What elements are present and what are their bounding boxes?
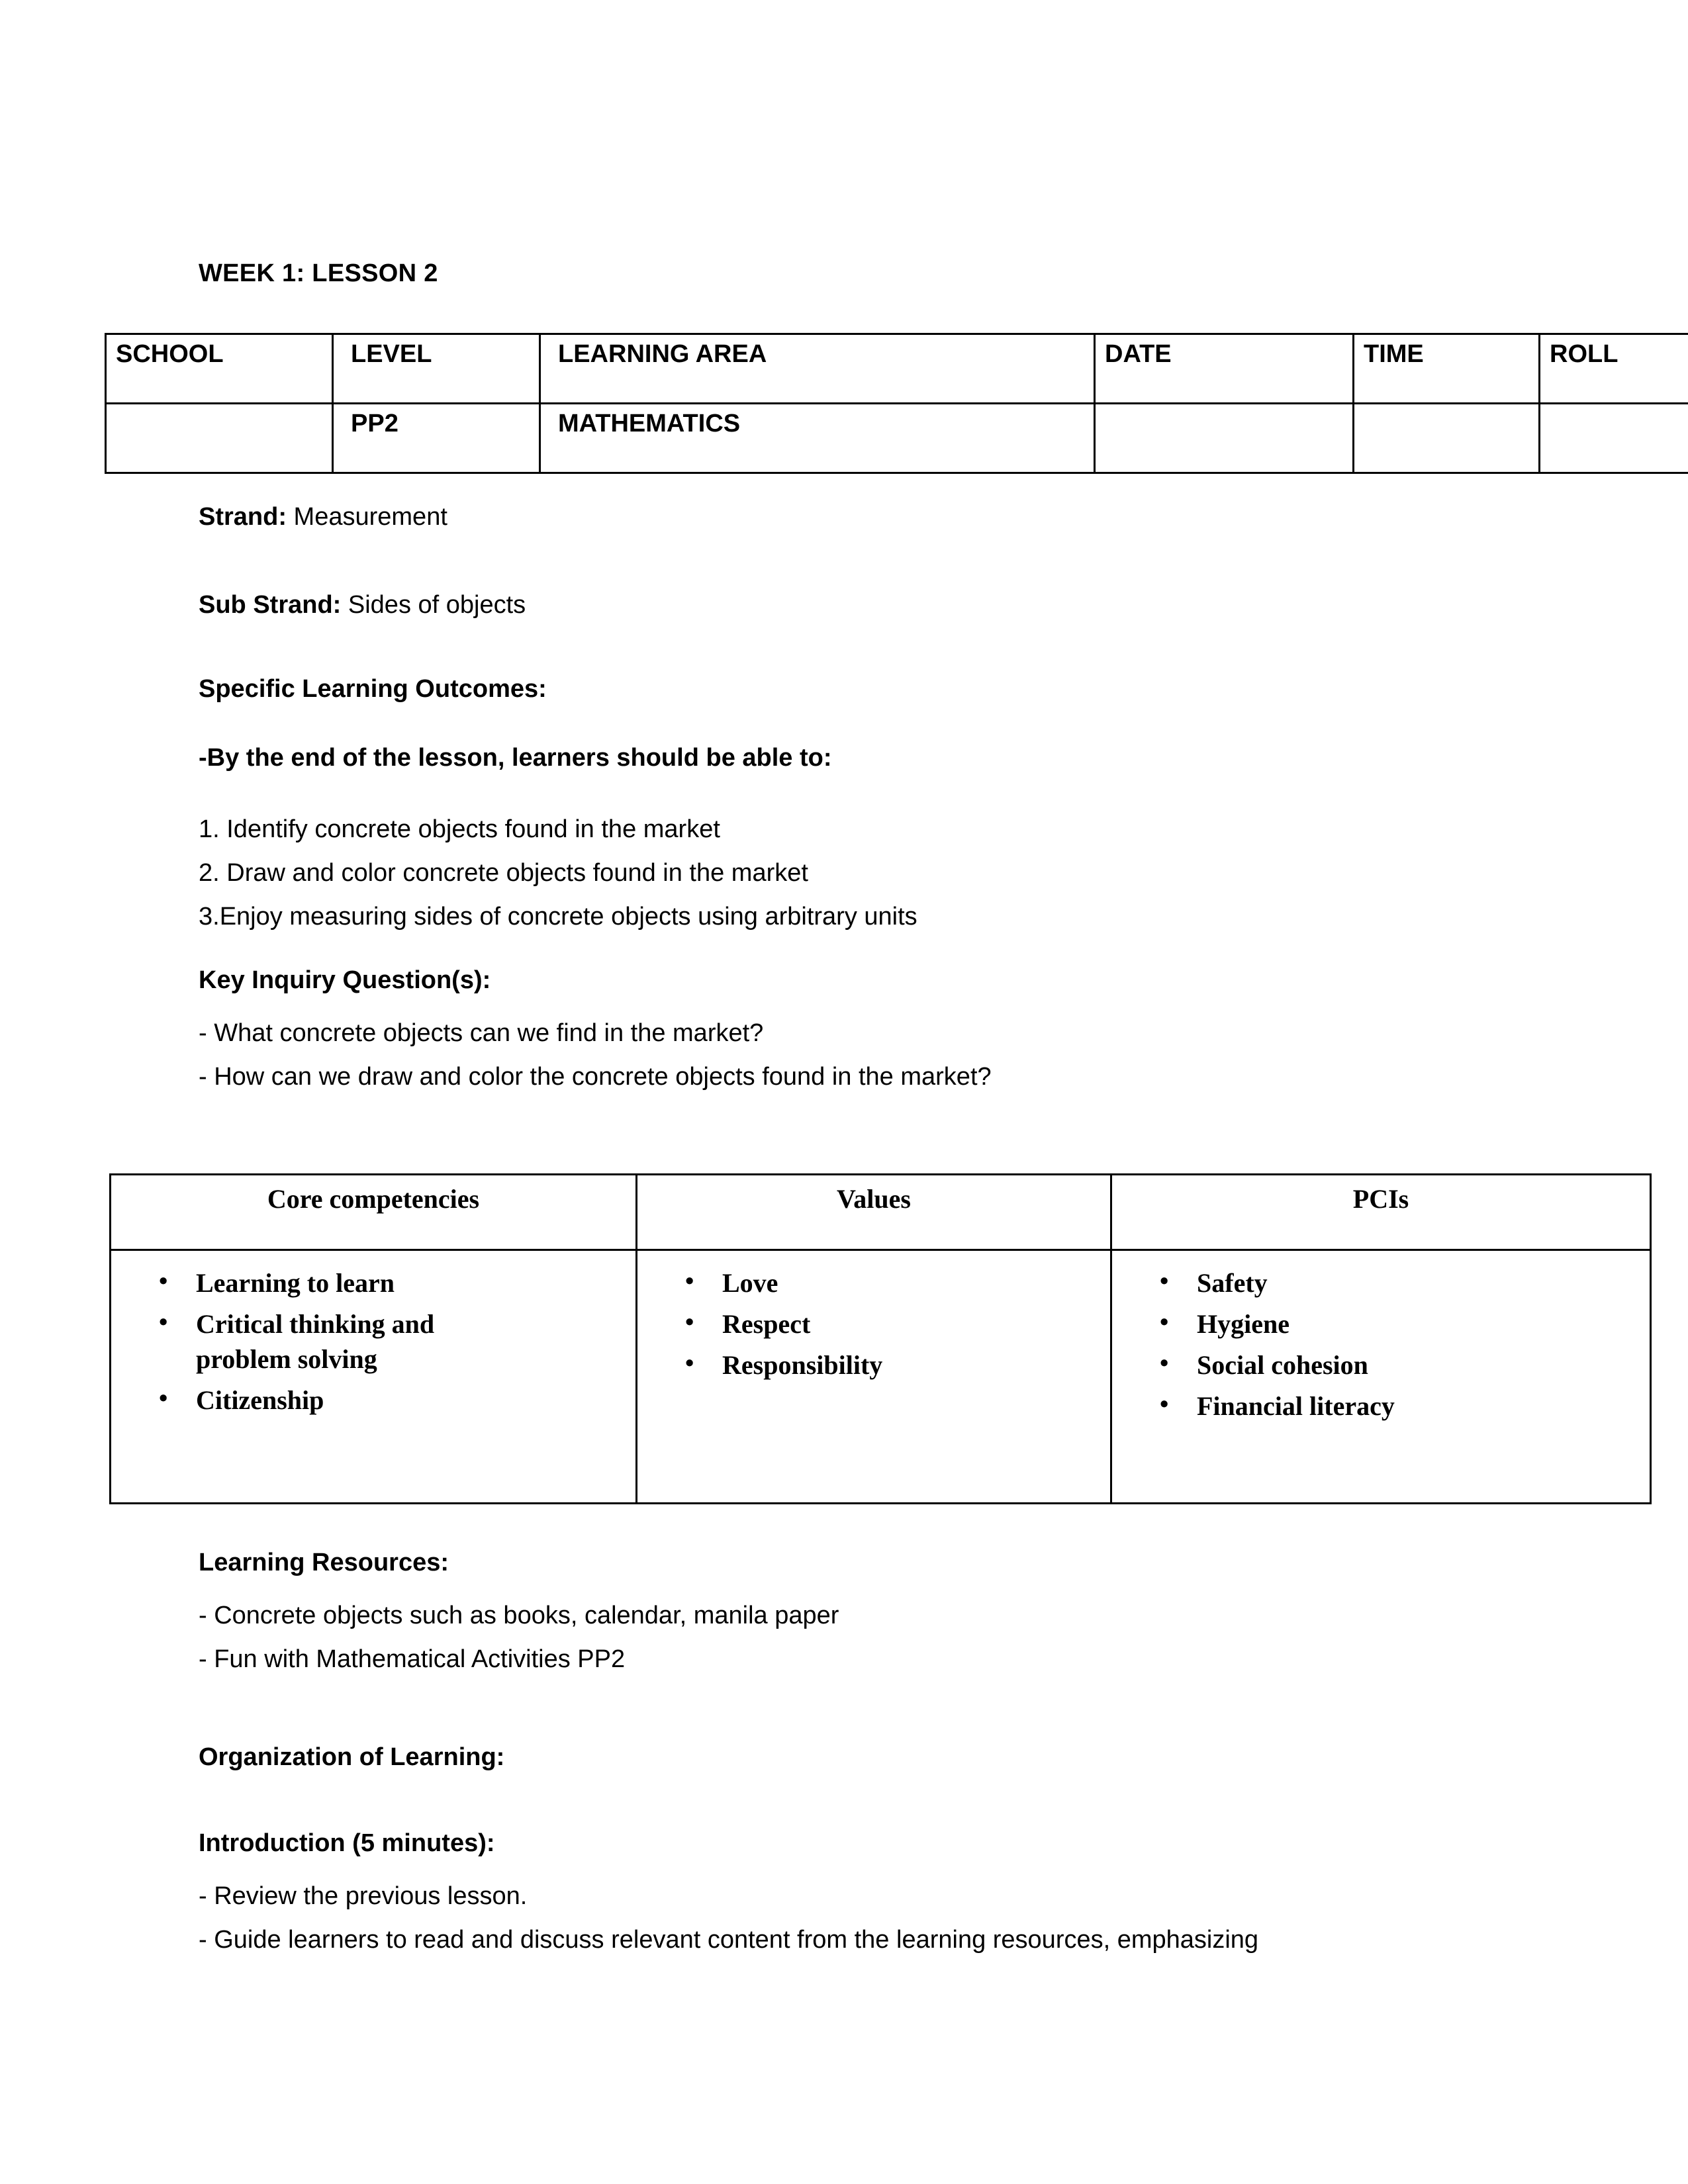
info-header-time: TIME [1354,334,1540,404]
comp-header-values: Values [637,1175,1111,1250]
comp-header-core-competencies: Core competencies [111,1175,637,1250]
list-item: - Concrete objects such as books, calendar, manila paper [199,1602,839,1629]
outcomes-subheading: -By the end of the lesson, learners should be able to: [199,744,832,772]
page-title: WEEK 1: LESSON 2 [199,259,438,287]
comp-header-pcis: PCIs [1111,1175,1651,1250]
pcis-list [1119,1265,1643,1424]
list-item: • Learning to learn [196,1265,481,1300]
info-value-date [1095,404,1354,473]
list-item: • Critical thinking and problem solving [196,1306,481,1377]
sub-strand-line [199,592,526,617]
sub-strand-value: Sides of objects [341,591,526,619]
list-item: • Safety [1197,1265,1481,1300]
core-competencies-list [118,1265,629,1418]
info-value-learning-area: MATHEMATICS [540,404,1095,473]
info-header-learning-area: LEARNING AREA [540,334,1095,404]
strand-value: Measurement [287,503,447,531]
comp-cell-core-competencies [111,1250,637,1504]
comp-cell-pcis [1111,1250,1651,1504]
info-header-level: LEVEL [333,334,540,404]
info-value-level: PP2 [333,404,540,473]
list-item: • Love [722,1265,1007,1300]
list-item: • Responsibility [722,1347,1007,1383]
list-item: - What concrete objects can we find in the market? [199,1019,764,1047]
list-item: 3.Enjoy measuring sides of concrete objects using arbitrary units [199,903,917,931]
values-list [644,1265,1103,1383]
list-item: - Fun with Mathematical Activities PP2 [199,1645,626,1673]
learning-resources-heading: Learning Resources: [199,1549,449,1576]
list-item: 1. Identify concrete objects found in the market [199,815,720,843]
info-header-school: SCHOOL [106,334,333,404]
table-row-headers [106,334,1688,404]
learning-resources-list [199,1594,839,1681]
info-value-roll [1540,404,1688,473]
outcomes-list [199,807,917,938]
info-header-roll: ROLL [1540,334,1688,404]
list-item: - Guide learners to read and discuss relevant content from the learning resources, emphasizing [199,1926,1259,1954]
key-inquiry-heading: Key Inquiry Question(s): [199,966,491,994]
list-item: • Hygiene [1197,1306,1481,1342]
table-row-content [111,1250,1651,1504]
list-item: • Citizenship [196,1383,481,1418]
competencies-values-pcis-table [109,1173,1652,1504]
introduction-list [199,1874,1258,1962]
sub-strand-label: Sub Strand: [199,591,342,619]
introduction-heading: Introduction (5 minutes): [199,1829,495,1857]
list-item: - How can we draw and color the concrete objects found in the market? [199,1063,992,1091]
strand-line [199,504,447,529]
comp-cell-values [637,1250,1111,1504]
table-row-headers [111,1175,1651,1250]
outcomes-heading: Specific Learning Outcomes: [199,675,547,703]
info-header-date: DATE [1095,334,1354,404]
list-item: • Respect [722,1306,1007,1342]
list-item: • Social cohesion [1197,1347,1395,1383]
table-row-values [106,404,1688,473]
lesson-info-table [105,333,1688,474]
info-value-time [1354,404,1540,473]
info-value-school [106,404,333,473]
organization-heading: Organization of Learning: [199,1743,505,1771]
list-item: • Financial literacy [1197,1388,1395,1424]
list-item: 2. Draw and color concrete objects found in the market [199,859,808,887]
key-inquiry-list [199,1011,992,1099]
list-item: - Review the previous lesson. [199,1882,528,1910]
strand-label: Strand: [199,503,287,531]
